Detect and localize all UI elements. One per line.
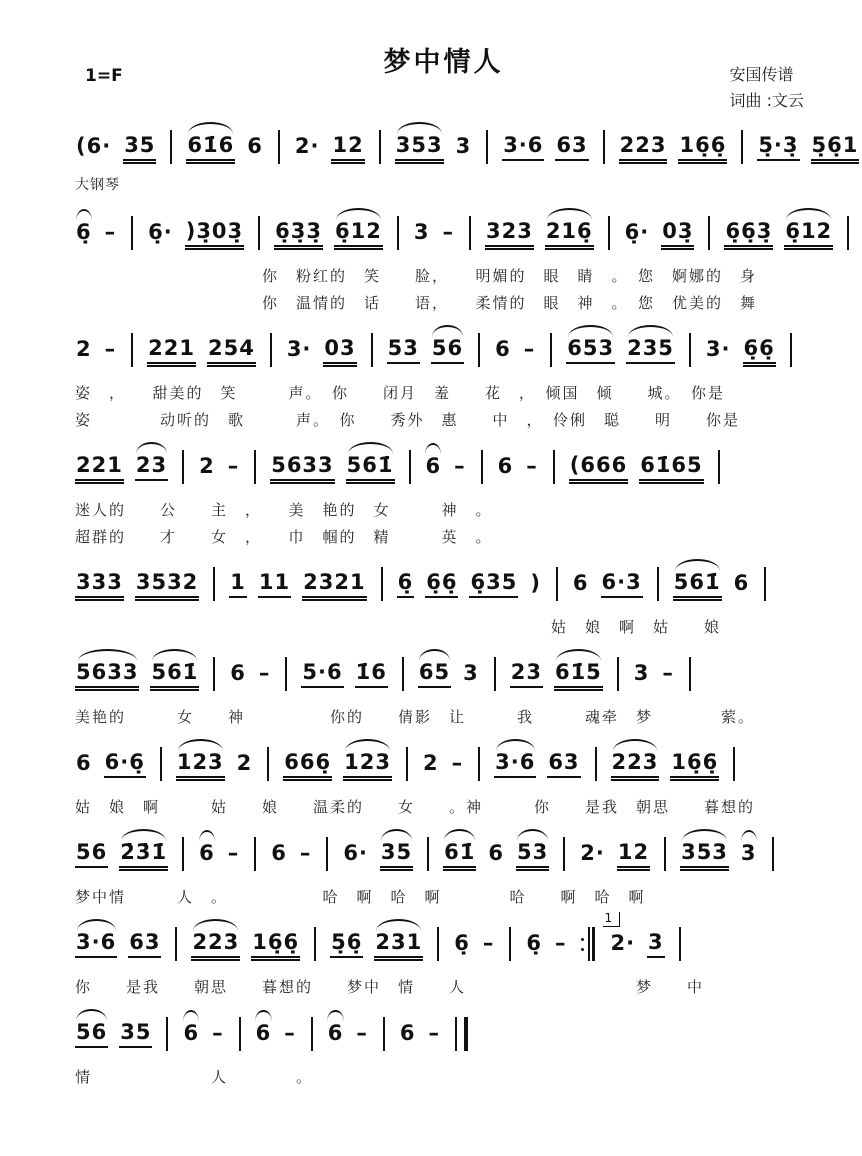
note-group: 666̣ [283,750,332,778]
music-system [75,651,812,725]
page-title: 梦中情人 [383,47,504,78]
barline [258,216,260,250]
lyric-line: 姑 娘 啊 姑 娘 温柔的 女 。神 你 是我 朝思 暮想的 [75,798,756,816]
systems [75,124,859,1086]
note-group: 6 [495,336,511,361]
note-group: 123 [176,750,225,778]
note-group: – [554,930,567,955]
note-group: 2 [236,750,253,775]
repeat-dots [581,938,584,951]
note-group: – [662,660,674,685]
barline [254,450,256,484]
note-group: 216̣ [545,219,594,247]
note-group: 3 [413,219,430,244]
note-group: 6̣ [75,220,93,246]
lyric-line: 情 人 。 [75,1068,314,1086]
note-group: 16̣6̣ [251,930,300,958]
note-group: 561̇ [150,660,199,688]
note-group: 3· [705,336,731,361]
barline [679,927,681,961]
note-group: 223 [619,133,668,161]
music-system [75,1011,812,1085]
barline [402,657,404,691]
note-group: 333 [75,570,124,598]
note-group: 1̇6 [355,660,388,688]
note-group: 6̣· [148,219,173,244]
barline [131,216,133,250]
barline [278,130,280,164]
note-group: – [428,1020,440,1045]
music-system [75,561,812,635]
note-group: 35 [380,840,413,868]
note-group: 353 [680,840,729,868]
note-group: – [284,1020,296,1045]
note-group: 3·6 [494,750,536,778]
note-group: 221 [75,453,124,481]
note-group: 16̣6̣ [670,750,719,778]
note-group: 6 [198,841,216,867]
note-group: 1 [229,570,247,598]
note-group: 2321 [302,570,366,598]
note-group: 653 [566,336,615,364]
note-line [75,741,812,787]
barline [847,216,849,250]
note-group: 6 [572,570,589,595]
note-group: 6· [343,840,368,865]
note-group: 3 [647,930,665,958]
note-group: 53 [516,840,549,868]
lyric-line: 姑 娘 啊 姑 娘 [75,618,722,636]
barline [617,657,619,691]
note-group: 5·6 [301,660,343,688]
note-group: – [523,336,536,361]
barline [213,567,215,601]
barline [314,927,316,961]
note-group: 2 [422,750,439,775]
barline [285,657,287,691]
note-group: 254 [207,336,256,364]
barline [689,333,691,367]
note-group: 353 [395,133,444,161]
lyric-line: 迷人的 公 主 ， 美 艳的 女 神 。 [75,501,493,519]
note-group: – [299,840,312,865]
note-line [75,651,812,697]
note-group: 61̇ [443,840,476,868]
note-group: 6 [182,1021,200,1047]
note-group: 6̣6̣ [743,336,776,364]
note-group: 6 [255,1021,273,1047]
note-group: 16̣6̣ [678,133,727,161]
note-group: 6̣ [397,570,415,598]
note-group: 6 [425,454,443,480]
credits [730,62,804,114]
barline [718,450,720,484]
note-group: 2· 1 [604,910,636,955]
note-line [75,831,812,877]
barline [657,567,659,601]
note-group: 6 [733,570,750,595]
music-system [75,741,812,815]
note-group: 61̇5 [554,660,603,688]
note-group: 2· [294,133,320,158]
note-group: 235 [626,336,675,364]
note-group: – [356,1020,368,1045]
music-system [75,124,859,194]
note-group: 6·6̣ [104,750,146,778]
note-line [75,327,812,373]
note-group: 11 [258,570,291,598]
note-group: 6̣ [526,930,542,955]
note-group: 561̇ [346,453,395,481]
note-group: (666 [569,453,628,481]
note-group: 2 [199,453,215,478]
barline [182,450,184,484]
barline [764,567,766,601]
note-group: 35 [119,1020,152,1048]
barline [326,837,328,871]
note-group: 6 [327,1021,345,1047]
barline [478,333,480,367]
note-group: 2̇3̇1̇ [119,840,168,868]
lyric-line: 梦中情 人 。 哈 啊 哈 啊 哈 啊 哈 啊 [75,888,646,906]
note-group: 6̣3̣3̣ [274,219,323,247]
note-line [75,910,812,967]
barline [381,567,383,601]
barline [550,333,552,367]
barline [556,567,558,601]
barline [371,333,373,367]
note-group: 5633 [270,453,334,481]
note-group: 61̇65 [639,453,703,481]
barline [213,657,215,691]
credit-source: 安国传谱 [729,65,794,84]
note-group: 56 [75,1020,108,1048]
note-group: 6̣12 [334,219,383,247]
note-group: 2· [580,840,605,865]
barline [427,837,429,871]
note-group: – [454,453,466,478]
header [75,34,812,124]
note-group: – [104,219,117,244]
note-group: 63 [128,930,161,958]
note-group: )3̣03̣ [185,219,244,247]
barline [175,927,177,961]
note-group: 6 [271,840,287,865]
barline [379,130,381,164]
barline [603,130,605,164]
lyric-line: 你 粉红的 笑 脸， 明媚的 眼 睛 。 您 婀娜的 身 [75,267,758,285]
note-group: 223 [611,750,660,778]
note-group: 6 [497,453,514,478]
barline [708,216,710,250]
barline [131,333,133,367]
barline [166,1017,168,1051]
barline [267,747,269,781]
note-group: 3· [286,336,312,361]
note-group: (6· [76,133,112,158]
note-group: 6 [399,1020,416,1045]
note-group: – [442,219,454,244]
lyric-line: 你 是我 朝思 暮想的 梦中 情 人 梦 中 [75,978,705,996]
barline [469,216,471,250]
note-group: 3 [740,841,758,867]
note-group: 61̇6 [186,133,235,161]
barline [481,450,483,484]
volta-number: 1 [603,912,620,927]
note-group: 53 [387,336,420,364]
note-group: 6̣6̣ [425,570,458,598]
note-group: 03̣ [661,219,694,247]
lyric-line: 姿 动听的 歌 声。 你 秀外 惠 中 ， 伶俐 聪 明 你是 [75,411,741,429]
note-group: 3 [463,660,479,685]
note-line [75,210,833,256]
music-system [75,831,812,905]
note-group: 6 [247,133,263,158]
music-system [75,327,812,428]
note-group: 63 [555,133,588,161]
final-barline [455,1017,468,1051]
note-group: 35 [123,133,156,161]
lyric-line: 超群的 才 女 ， 巾 帼的 精 英 。 [75,528,493,546]
note-group: 12 [617,840,650,868]
note-group: – [451,750,464,775]
barline [254,837,256,871]
note-group: 3·6 [502,133,544,161]
note-group: 6̣· [624,219,650,244]
note-group: 23 [510,660,543,688]
note-group: – [526,453,538,478]
note-line [75,561,812,607]
note-group: 3532 [135,570,199,598]
music-system [75,444,812,545]
note-group: – [212,1020,224,1045]
note-group: 123 [343,750,392,778]
note-group: 6 [488,840,505,865]
barline [486,130,488,164]
note-group: 6 [230,660,246,685]
barline [437,927,439,961]
note-group: 6̣6̣3̣ [724,219,773,247]
barline [494,657,496,691]
note-line [75,444,812,490]
barline [182,837,184,871]
note-group: 12 [331,133,364,161]
note-group: – [227,840,240,865]
barline [311,1017,313,1051]
barline [733,747,735,781]
barline [409,450,411,484]
note-group: 231 [374,930,423,958]
note-group: 56 [75,840,108,868]
barline [772,837,774,871]
note-group: 323 [485,219,534,247]
note-group: 5̣6̣1 [811,133,860,161]
barline [160,747,162,781]
note-group: – [482,930,495,955]
barline [509,927,511,961]
note-group: 3·6 [75,930,117,958]
barline [383,1017,385,1051]
lyric-line: 姿 ， 甜美的 笑 声。 你 闭月 羞 花 ， 倾国 倾 城。 你是 [75,384,726,402]
note-line [75,1011,812,1057]
note-group: 3 [455,133,472,158]
barline [239,1017,241,1051]
note-group: 5̣·3̣ [757,133,799,161]
note-group: 5633 [75,660,139,688]
note-group: 65 [418,660,451,688]
note-group: 5̣6̣ [330,930,363,958]
note-group: 3 [633,660,650,685]
barline [790,333,792,367]
repeat-end-barline [581,927,595,961]
note-group: 221 [147,336,196,364]
barline [689,657,691,691]
bar-thick [592,927,595,961]
barline [397,216,399,250]
barline [478,747,480,781]
note-group: ) [530,570,541,595]
barline [553,450,555,484]
instrument-label: 大钢琴 [75,177,120,193]
note-group: 6 [76,750,92,775]
barline [741,130,743,164]
bar-thin [588,927,590,961]
music-system [75,210,833,312]
note-group: 56 [431,336,464,364]
credit-author: 词曲 :文云 [729,91,804,110]
barline [563,837,565,871]
lyric-line: 美艳的 女 神 你的 倩影 让 我 魂牵 梦 萦。 [75,708,756,726]
lyric-line: 你 温情的 话 语， 柔情的 眼 神 。 您 优美的 舞 [75,294,758,312]
note-line [75,124,859,170]
note-group: – [227,453,240,478]
note-group: 6̣35 [469,570,518,598]
note-group: 63 [547,750,580,778]
note-group: 6·3 [601,570,643,598]
barline [608,216,610,250]
note-group: 03 [323,336,356,364]
note-group: 6̣12 [784,219,833,247]
note-group: 561̇ [673,570,722,598]
music-system [75,910,812,996]
note-group: 2 [76,336,92,361]
note-group: 223 [191,930,240,958]
key-signature: 1=F [85,66,123,86]
barline [270,333,272,367]
note-group: 23 [135,453,168,481]
barline [664,837,666,871]
barline [170,130,172,164]
note-group: 6̣ [454,930,470,955]
note-group: – [104,336,117,361]
barline [595,747,597,781]
barline [406,747,408,781]
note-group: – [258,660,271,685]
